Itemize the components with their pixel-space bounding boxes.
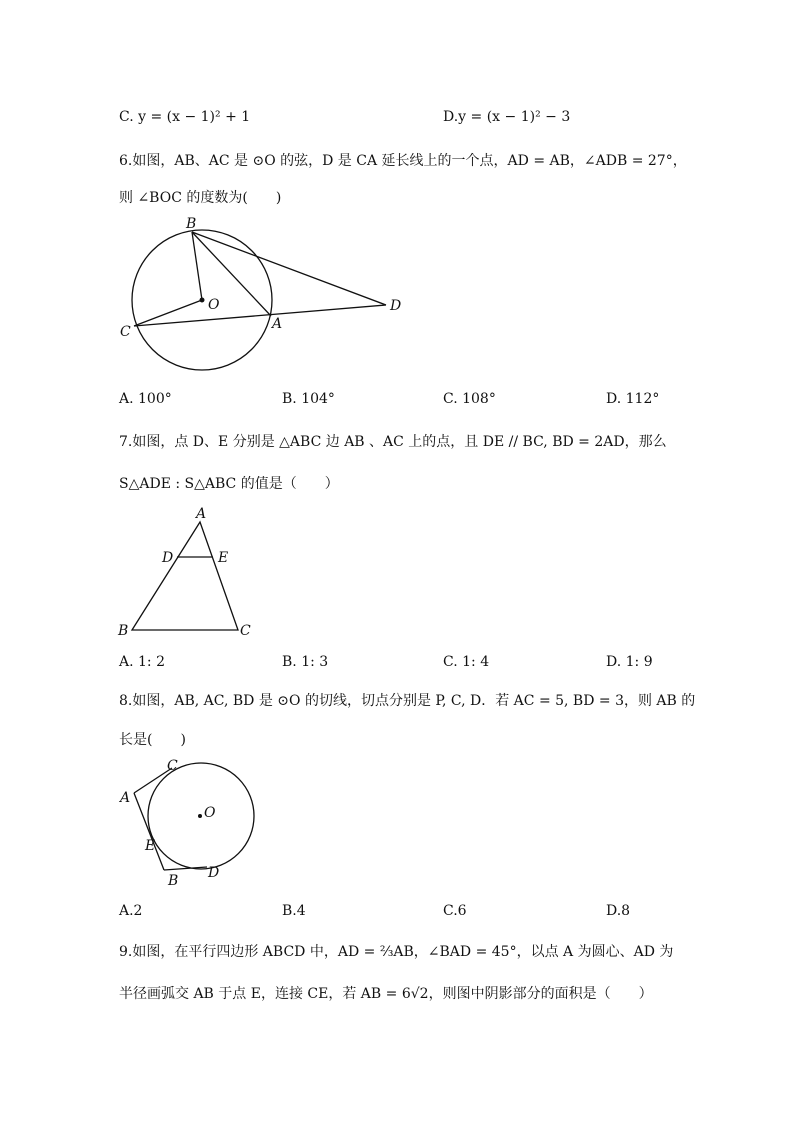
q7-label-a: A (196, 506, 207, 522)
q8-label-o: O (204, 805, 216, 821)
q7-option-a: A. 1: 2 (119, 654, 165, 670)
q6-segment-bd (192, 232, 386, 305)
q8-option-a: A.2 (119, 903, 143, 919)
q6-label-d: D (390, 298, 402, 314)
q8-label-a: A (120, 790, 131, 806)
q6-segment-co (134, 300, 202, 326)
q6-segment-bo (192, 232, 202, 300)
q7-label-b: B (118, 623, 129, 639)
q6-segment-cd (134, 305, 386, 326)
q6-label-a: A (272, 316, 283, 332)
q6-label-o: O (208, 297, 220, 313)
q7-label-d: D (162, 550, 174, 566)
q9-stem-line2: 半径画弧交 AB 于点 E，连接 CE，若 AB = 6√2，则图中阴影部分的面积是（ ） (119, 986, 653, 1002)
q7-option-d: D. 1: 9 (606, 654, 653, 670)
q7-label-c: C (240, 623, 251, 639)
q7-option-c: C. 1: 4 (443, 654, 490, 670)
q6-figure (110, 212, 410, 372)
q8-center-dot (198, 814, 202, 818)
q7-figure (110, 500, 270, 645)
q8-option-d: D.8 (606, 903, 631, 919)
q8-label-b: B (168, 873, 179, 889)
q6-option-d: D. 112° (606, 391, 660, 407)
q8-label-e: E (145, 838, 156, 854)
q6-option-a: A. 100° (119, 391, 172, 407)
q9-stem-line1: 9.如图，在平行四边形 ABCD 中，AD = ⅔AB，∠BAD = 45°，以点 A 为圆心、AD 为 (119, 944, 674, 960)
q6-stem-line2: 则 ∠BOC 的度数为( ) (119, 190, 282, 206)
q7-stem-line2: S△ADE : S△ABC 的值是（ ） (119, 476, 339, 492)
q6-center-dot (200, 298, 205, 303)
q6-label-b: B (186, 216, 197, 232)
q8-option-c: C.6 (443, 903, 467, 919)
q5-option-d: D.y = (x − 1)² − 3 (443, 109, 571, 125)
q8-label-d: D (208, 865, 220, 881)
q6-stem-line1: 6.如图，AB、AC 是 ⊙O 的弦，D 是 CA 延长线上的一个点，AD = AB，∠ADB = 27°， (119, 153, 687, 169)
q6-label-c: C (120, 324, 131, 340)
q6-segment-ba (192, 232, 271, 316)
q7-option-b: B. 1: 3 (282, 654, 329, 670)
q8-figure (110, 755, 270, 895)
q8-option-b: B.4 (282, 903, 306, 919)
q7-triangle-abc (132, 522, 238, 630)
q7-label-e: E (218, 550, 229, 566)
q6-option-c: C. 108° (443, 391, 496, 407)
q8-stem-line2: 长是( ) (119, 732, 186, 748)
q8-stem-line1: 8.如图，AB, AC, BD 是 ⊙O 的切线，切点分别是 P, C, D．若 AC = 5, BD = 3，则 AB 的 (119, 693, 696, 709)
q8-label-c: C (167, 758, 178, 774)
q6-option-b: B. 104° (282, 391, 335, 407)
q7-stem-line1: 7.如图，点 D、E 分别是 △ABC 边 AB 、AC 上的点，且 DE // BC, BD = 2AD，那么 (119, 434, 667, 450)
q5-option-c: C. y = (x − 1)² + 1 (119, 109, 251, 125)
